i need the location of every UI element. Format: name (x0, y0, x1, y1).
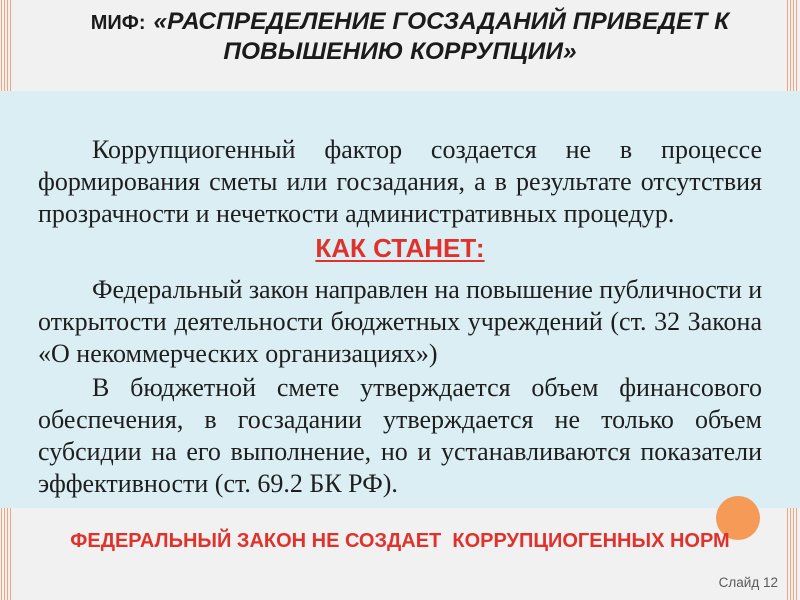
paragraph-line: Федеральный закон направлен на повышение публичности и (92, 275, 763, 304)
paragraph-line: формирования сметы или госзадания, а в результате отсутствия (38, 167, 762, 196)
title-text-line-2: ПОВЫШЕНИЮ КОРРУПЦИИ» (223, 38, 577, 65)
paragraph-line: обеспечения, в госзадании утверждается не только объем (38, 405, 762, 434)
paragraph-2 (38, 274, 762, 370)
slide-number: Слайд 12 (718, 575, 778, 590)
paragraph-1 (38, 134, 762, 230)
paragraph-line: «О некоммерческих организациях») (38, 339, 438, 368)
myth-label: МИФ: (90, 12, 146, 34)
paragraph-line: В бюджетной смете утверждается объем финансового (92, 373, 762, 402)
conclusion-text: ФЕДЕРАЛЬНЫЙ ЗАКОН НЕ СОЗДАЕТ КОРРУПЦИОГЕННЫХ НОРМ (70, 530, 730, 552)
paragraph-3 (38, 372, 762, 500)
title-line-1 (0, 7, 800, 37)
section-heading: КАК СТАНЕТ: (315, 233, 485, 263)
title-text-line-1: «РАСПРЕДЕЛЕНИЕ ГОСЗАДАНИЙ ПРИВЕДЕТ К (153, 8, 730, 35)
paragraph-line: Коррупциогенный фактор создается не в процессе (92, 135, 762, 164)
paragraph-line: прозрачности и нечеткости административных процедур. (38, 199, 675, 228)
slide-body (38, 134, 762, 502)
paragraph-line: эффективности (ст. 69.2 БК РФ). (38, 469, 398, 498)
paragraph-line: открытости деятельности бюджетных учреждений (ст. 32 Закона (38, 307, 763, 336)
paragraph-line: субсидии на его выполнение, но и устанавливаются показатели (38, 437, 763, 466)
slide-title (0, 7, 800, 67)
